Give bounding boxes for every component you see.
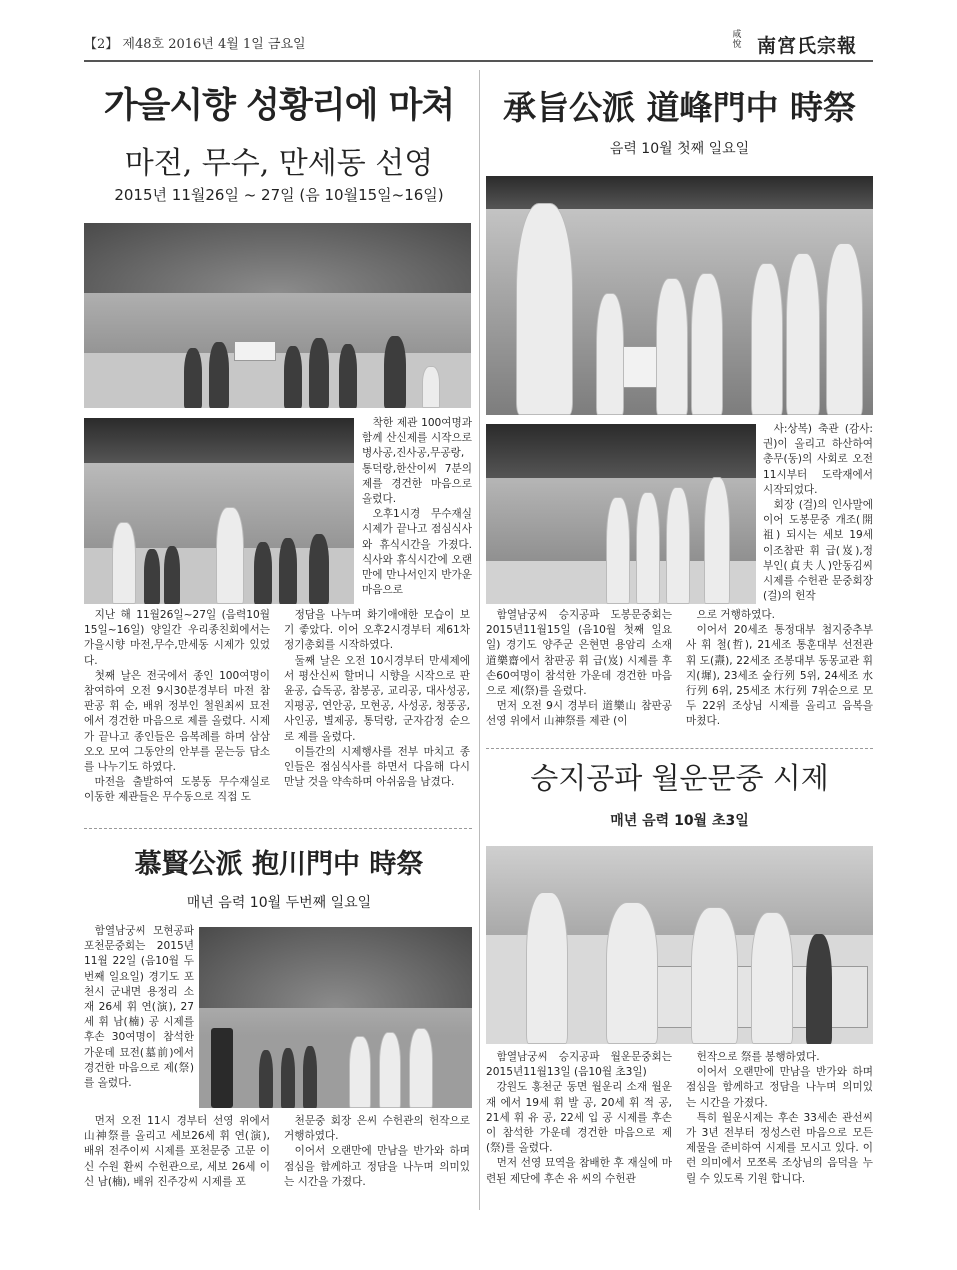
paragraph: 헌작으로 祭를 봉행하였다. — [696, 1051, 820, 1063]
article4-column-1 — [486, 1050, 672, 1187]
paragraph: 사:상복) 축관 (감사:권)이 올리고 하산하여 총무(동)의 사회로 오전11시부터 도락재에서 시작되었다. — [763, 423, 873, 496]
paragraph: 이어서 오랜만에 만남을 반가와 하며 점심을 함께하고 정담을 나누며 의미있는 시간을 가졌다. — [686, 1066, 873, 1109]
paragraph: 이어서 20세조 통정대부 첨지중추부사 휘 철(哲), 21세조 통훈대부 선전관 휘 도(燾), 22세조 조봉대부 동몽교관 휘 지(墀), 23세조 숲行列 5위, 24세조 水行列 6위, 25세조 木行列 7위순으로 모두 22위 조상님 시제를 올리고 음복을 마쳤다. — [686, 624, 873, 728]
article4-column-2 — [686, 1050, 873, 1187]
article4-subtitle: 매년 음력 10월 초3일 — [610, 813, 749, 829]
paragraph: 먼저 오전 9시 경부터 道樂山 참판공 선영 위에서 山神祭를 제관 (이 — [486, 700, 672, 728]
paragraph: 지난 해 11월26일~27일 (음력10월15일~16일) 양일간 우리종친회에서는 가을시향 마전,무수,만세동 시제가 있었다. — [84, 609, 270, 667]
article1-side-text — [362, 416, 472, 598]
paragraph: 회장 (걸)의 인사말에 이어 도봉문중 개조(開祖) 되시는 세보 19세 이조참판 휘 급(岌),정부인(貞夫人)안동김씨 시제를 수헌관 문중회장(걸)의 헌작 — [763, 499, 873, 603]
article1-subtitle: 마전, 무수, 만세동 선영 — [124, 146, 434, 181]
header-seal — [730, 30, 744, 50]
paragraph: 착한 제관 100여명과 함께 산신제를 시작으로 병사공,진사공,무공랑,통덕랑,한산이씨 7분의 제를 경건한 마음으로 올렸다. — [362, 417, 472, 506]
header-rule — [84, 60, 873, 62]
newspaper-title: 南宮氏宗報 — [757, 35, 858, 57]
column-divider — [479, 70, 480, 1210]
article1-photo-ceremony — [84, 418, 354, 604]
section-divider — [84, 828, 472, 829]
paragraph: 강원도 홍천군 동면 월운리 소재 월운재 에서 19세 휘 발 공, 20세 휘 적 공, 21세 휘 유 공, 22세 입 공 시제를 후손 이 참석한 가운데 경건한 마음으로 제(祭)를 올렸다. — [486, 1081, 672, 1155]
paragraph: 둘째 날은 오전 10시경부터 만세제에서 평산신씨 할머니 시향을 시작으로 판윤공, 습독공, 참봉공, 교리공, 대사성공, 지평공, 연안공, 모현공, 사성공, 청풍공, 사인공, 별제공, 통덕랑, 군자감정 순으로 제를 올렸다. — [284, 654, 470, 743]
article1-column-1 — [84, 608, 270, 806]
paragraph: 함열남궁씨 승지공파 도봉문중회는 2015년11월15일 (음10월 첫째 일요일) 경기도 양주군 은현면 용암리 소재 道樂齋에서 참판공 휘 급(岌) 시제를 후손60여명이 참석한 가운데 경건한 마음으로 제(祭)를 올렸다. — [486, 609, 672, 698]
article2-column-1 — [486, 608, 672, 730]
paragraph: 특히 월운시제는 후손 33세손 관선씨가 3년 전부터 정성스런 마음으로 모든 제물을 준비하여 시제를 모시고 있다. 이런 의미에서 모쪼록 조상님의 음덕을 누릴 수 있도록 기원 합니다. — [686, 1111, 873, 1185]
article4-photo-offering — [486, 846, 873, 1044]
article3-photo-gravesite — [199, 927, 472, 1108]
paragraph: 천문중 회장 은씨 수헌관의 헌작으로 거행하였다. — [284, 1115, 470, 1143]
article2-subtitle: 음력 10월 첫째 일요일 — [609, 141, 750, 157]
article1-date: 2015년 11월26일 ~ 27일 (음 10월15일~16일) — [114, 186, 444, 204]
paragraph: 함열남궁씨 모현공파 포천문중회는 2015년 11월 22일 (음10월 두 번째 일요일) 경기도 포천시 군내면 용정리 소재 26세 휘 연(演), 27세 휘 남(楠) 공 시제를 후손 30여명이 참석한 가운데 묘전(墓前)에서 경건한 마음으로 제(祭)를 올렸다. — [84, 925, 194, 1090]
article3-subtitle: 매년 음력 10월 두번째 일요일 — [186, 895, 372, 911]
header-seal-char: 咸 — [732, 30, 742, 40]
article1-title: 가을시향 성황리에 마쳐 — [103, 86, 455, 126]
section-divider — [486, 748, 873, 749]
paragraph: 오후1시경 무수재실 시제가 끝나고 점심식사와 휴식시간을 가졌다. 식사와 휴식시간에 오랜만에 만나서인지 반가운 마음으로 — [362, 508, 472, 597]
article3-column-1 — [84, 1114, 270, 1190]
article2-column-2 — [686, 608, 873, 730]
article2-photo-shrine — [486, 424, 756, 604]
paragraph: 함열남궁씨 승지공파 월운문중회는 2015년11월13일 (음10월 초3일) — [486, 1051, 672, 1079]
article2-side-text — [763, 422, 873, 604]
paragraph: 먼저 오전 11시 경부터 선영 위에서 山神祭를 올리고 세보26세 휘 연(演), 배위 전주이씨 시제를 포천문중 고문 이신 수원 환씨 수헌관으로, 세보 26세 이신 남(楠), 배위 진주강씨 시제를 포 — [84, 1115, 270, 1188]
paragraph: 이틀간의 시제행사를 전부 마치고 종인들은 점심식사를 하면서 다음해 다시 만날 것을 약속하며 아쉬움을 남겼다. — [284, 745, 470, 789]
article4-title: 승지공파 월운문중 시제 — [530, 761, 829, 795]
article1-column-2 — [284, 608, 470, 790]
header-seal-char: 悅 — [732, 40, 742, 50]
article1-photo-graveyard — [84, 223, 471, 408]
paragraph: 먼저 선영 묘역을 참배한 후 재실에 마련된 제단에 후손 유 씨의 수헌관 — [486, 1157, 672, 1185]
page-header-info: 【2】 제48호 2016년 4월 1일 금요일 — [84, 37, 306, 52]
paragraph: 마전을 출발하여 도봉동 무수재실로 이동한 제관들은 무수동으로 직접 도 — [84, 776, 270, 804]
paragraph: 첫째 날은 전국에서 종인 100여명이 참여하여 오전 9시30분경부터 마전 참판공 휘 순, 배위 정부인 철원최씨 묘전에서 경건한 마음으로 제를 올렸다. 시제가 끝나고 종인들은 음복례를 하며 삼삼오오 모여 그동안의 안부를 묻는등 담소를 나누기도 하였다. — [84, 669, 270, 774]
article2-photo-ritual — [486, 176, 873, 415]
article3-column-2 — [284, 1114, 470, 1190]
article2-title: 承旨公派 道峰門中 時祭 — [503, 88, 856, 127]
paragraph: 정담을 나누며 화기애애한 모습이 보기 좋았다. 이어 오후2시경부터 제61차 정기총회를 시작하였다. — [284, 609, 470, 652]
article3-title: 慕賢公派 抱川門中 時祭 — [134, 849, 424, 880]
paragraph: 으로 거행하였다. — [696, 609, 775, 621]
article3-side-text — [84, 924, 194, 1091]
paragraph: 이어서 오랜만에 만남을 반가와 하며 점심을 함께하고 정담을 나누며 의미있는 시간을 가졌다. — [284, 1145, 470, 1188]
